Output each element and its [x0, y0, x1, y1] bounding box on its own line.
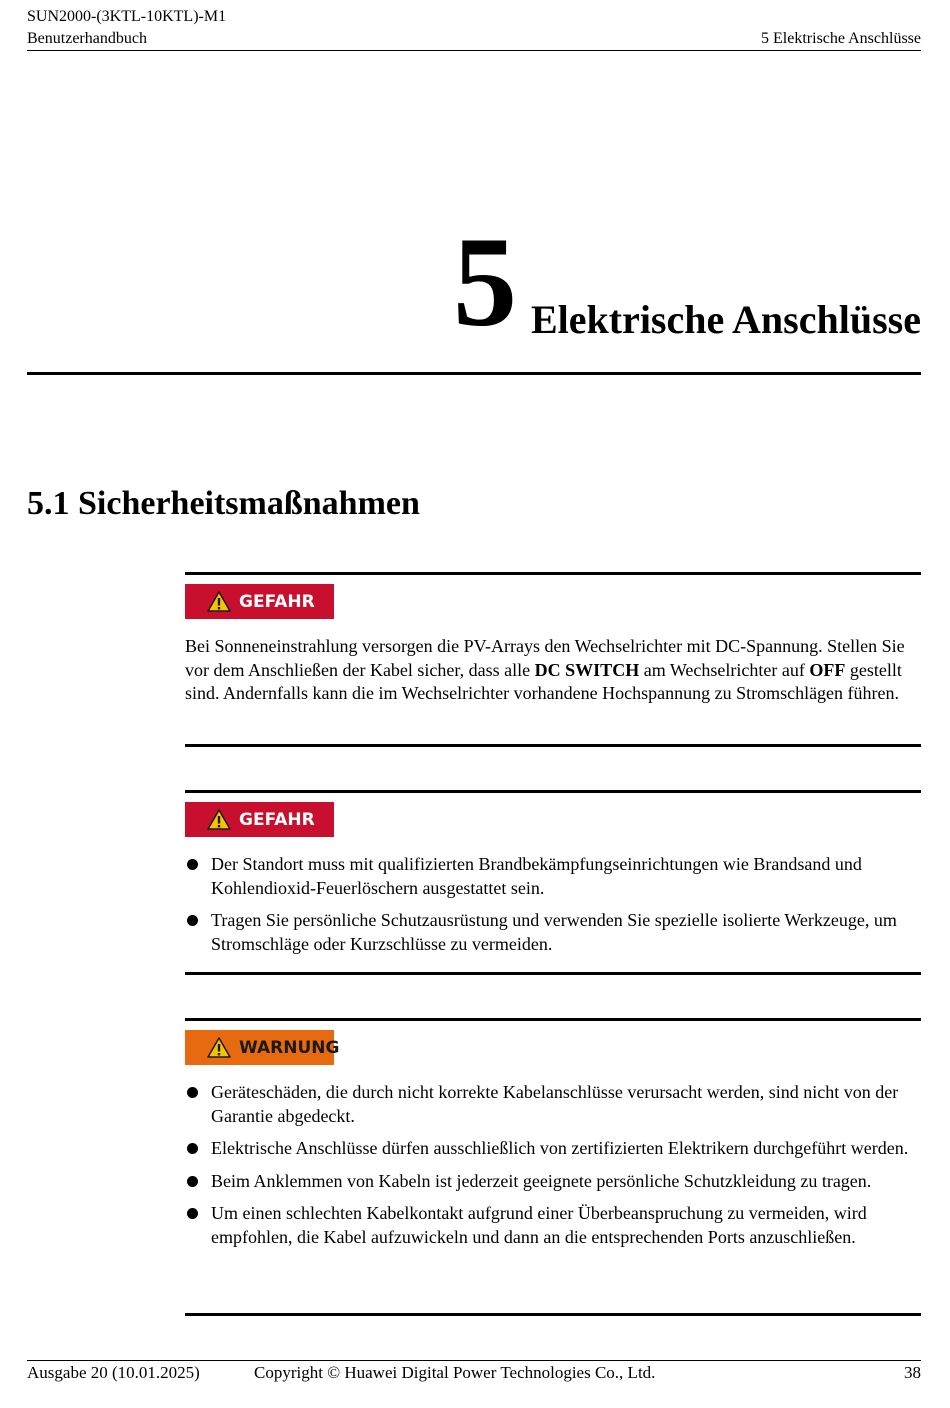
danger-badge: [185, 584, 334, 619]
footer-copyright: Copyright © Huawei Digital Power Technologies Co., Ltd.: [254, 1363, 656, 1382]
danger-notice-list: [185, 853, 921, 965]
footer-edition: Ausgabe 20 (10.01.2025): [27, 1363, 200, 1382]
warning-badge: [185, 1030, 340, 1065]
list-item: Um einen schlechten Kabelkontakt aufgrund einer Überbeanspruchung zu vermeiden, wird empfohlen, die Kabel aufzuwickeln und dann an die entsprechenden Ports anzuschließen.: [185, 1202, 921, 1249]
list-item: Geräteschäden, die durch nicht korrekte Kabelanschlüsse verursacht werden, sind nicht von der Garantie abgedeckt.: [185, 1081, 921, 1128]
warning-notice-list: [185, 1081, 921, 1258]
header-manual: Benutzerhandbuch: [27, 30, 147, 47]
notice-text-part: am Wechselrichter auf: [639, 659, 810, 680]
chapter-number: 5: [452, 211, 517, 353]
page-header: [27, 6, 921, 50]
page-number: 38: [904, 1363, 921, 1382]
notice-text-part: gestellt sind. Andernfalls kann die im Wechselrichter vorhandene Hochspannung zu Stromschlägen führen.: [185, 659, 902, 703]
header-chapter-ref: 5 Elektrische Anschlüsse: [761, 30, 921, 47]
list-item: Elektrische Anschlüsse dürfen ausschließlich von zertifizierten Elektrikern durchgeführt werden.: [185, 1137, 921, 1161]
warning-triangle-icon: [207, 1037, 231, 1058]
danger-notice-1: [185, 572, 921, 747]
warning-notice: [185, 1018, 921, 1316]
warning-badge-label: WARNUNG: [239, 1037, 340, 1058]
danger-badge-label: GEFAHR: [239, 591, 315, 612]
list-item: Beim Anklemmen von Kabeln ist jederzeit geeignete persönliche Schutzkleidung zu tragen.: [185, 1170, 921, 1194]
off-term: OFF: [809, 659, 846, 680]
danger-notice-text: [185, 635, 921, 706]
header-product: SUN2000-(3KTL-10KTL)-M1: [27, 8, 227, 25]
chapter-heading: [452, 211, 921, 353]
danger-notice-2: [185, 790, 921, 975]
list-item: Der Standort muss mit qualifizierten Brandbekämpfungseinrichtungen wie Brandsand und Kohlendioxid-Feuerlöschern ausgestattet sein.: [185, 853, 921, 900]
chapter-divider: [27, 372, 921, 375]
list-item: Tragen Sie persönliche Schutzausrüstung und verwenden Sie spezielle isolierte Werkzeuge, um Stromschläge oder Kurzschlüsse zu vermeiden.: [185, 909, 921, 956]
danger-badge: [185, 802, 334, 837]
warning-triangle-icon: [207, 809, 231, 830]
danger-badge-label: GEFAHR: [239, 809, 315, 830]
chapter-title: Elektrische Anschlüsse: [530, 297, 921, 342]
warning-triangle-icon: [207, 591, 231, 612]
section-title: 5.1 Sicherheitsmaßnahmen: [27, 485, 420, 522]
header-divider: [27, 50, 921, 51]
footer-divider: [27, 1360, 921, 1361]
notice-text-part: Bei Sonneneinstrahlung versorgen die PV-Arrays den Wechselrichter mit DC-Spannung. Stellen Sie vor dem Anschließen der Kabel sicher, dass alle: [185, 636, 905, 680]
dc-switch-term: DC SWITCH: [534, 659, 640, 680]
page-footer: [27, 1362, 921, 1384]
